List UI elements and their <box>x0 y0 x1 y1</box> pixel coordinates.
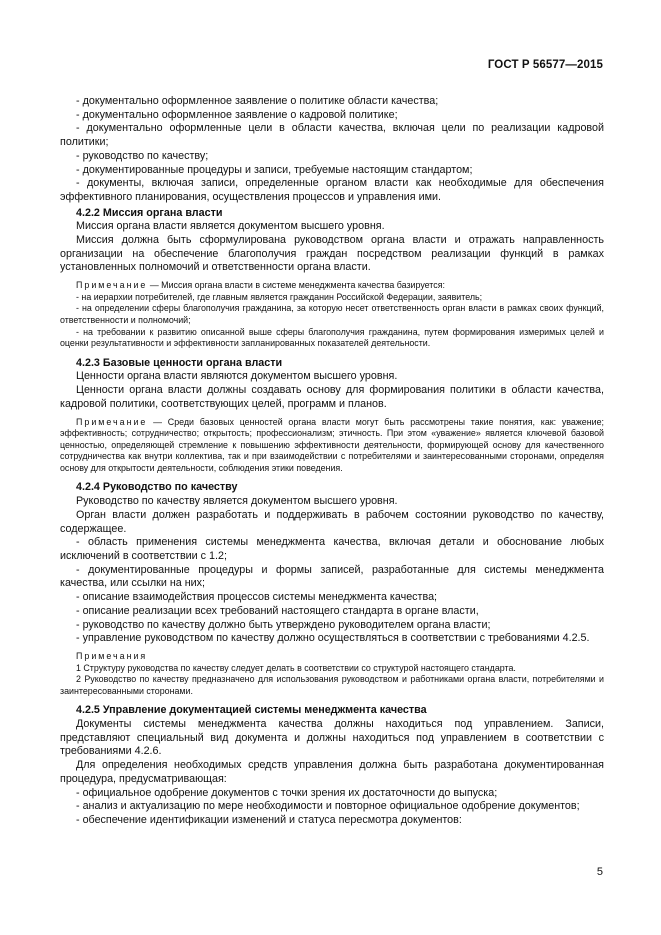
list-item: - обеспечение идентификации изменений и статуса пересмотра документов: <box>76 813 462 826</box>
list-item: - руководство по качеству должно быть утверждено руководителем органа власти; <box>76 618 491 631</box>
section-heading-4-2-3: 4.2.3 Базовые ценности органа власти <box>76 356 283 369</box>
list-item: - описание взаимодействия процессов системы менеджмента качества; <box>76 591 438 604</box>
list-item: - официальное одобрение документов с точки зрения их достаточности до выпуска; <box>76 786 498 799</box>
note <box>60 280 604 292</box>
list-item: - описание реализации всех требований настоящего стандарта в органе власти, <box>76 604 479 617</box>
list-item: - управление руководством по качеству должно осуществляться в соответствии с требованиями 4.2.5. <box>76 632 590 645</box>
page-content <box>60 95 604 828</box>
list-item: - руководство по качеству; <box>76 149 209 162</box>
list-item: - документально оформленное заявление о политике области качества; <box>76 95 439 107</box>
paragraph: Миссия должна быть сформулирована руководством органа власти и отражать направленность организации на обеспечение благополучия граждан посредством реализации функций в рамках установленных полномочий и ответственности органа власти. <box>60 234 604 274</box>
list-item: - анализ и актуализацию по мере необходимости и повторное официальное одобрение документов; <box>76 800 580 813</box>
note-label: Примечание <box>76 416 148 427</box>
note-label: Примечание <box>76 280 148 291</box>
section-heading-4-2-5: 4.2.5 Управление документацией системы менеджмента качества <box>76 704 427 717</box>
paragraph: Ценности органа власти являются документом высшего уровня. <box>76 370 398 383</box>
document-code: ГОСТ Р 56577—2015 <box>487 59 603 71</box>
paragraph: Миссия органа власти является документом высшего уровня. <box>76 220 385 233</box>
note-item: 2 Руководство по качеству предназначено для использования руководством и работниками органа власти, потребителями и заинтересованными сторонами. <box>60 674 604 696</box>
paragraph: Орган власти должен разработать и поддерживать в рабочем состоянии руководство по качеству, содержащее. <box>60 508 604 535</box>
list-item: - документально оформленные цели в области качества, включая цели по реализации кадровой политики; <box>60 122 604 149</box>
section-heading-4-2-4: 4.2.4 Руководство по качеству <box>76 481 238 494</box>
section-heading-4-2-2: 4.2.2 Миссия органа власти <box>76 206 223 219</box>
note <box>60 417 604 475</box>
list-item: - область применения системы менеджмента качества, включая детали и обоснование любых исключений в соответствии с 1.2; <box>60 536 604 562</box>
notes-label: Примечания <box>76 650 148 661</box>
list-item: - документированные процедуры и формы записей, разработанные для системы менеджмента качества, или ссылки на них; <box>60 563 604 590</box>
note-item: 1 Структуру руководства по качеству следует делать в соответствии со структурой настоящего стандарта. <box>76 662 516 673</box>
paragraph: Для определения необходимых средств управления должна быть разработана документированная процедура, предусматривающая: <box>60 759 604 785</box>
list-item: - документы, включая записи, определенные органом власти как необходимые для обеспечения эффективного планирования, осуществления процессов и управления ими. <box>60 177 604 203</box>
note-item: - на иерархии потребителей, где главным является гражданин Российской Федерации, заявитель; <box>76 291 483 302</box>
note-item: - на определении сферы благополучия гражданина, за которую несет ответственность орган власти в рамках своих функций, ответственности и полномочий; <box>60 303 604 325</box>
note-item: - на требовании к развитию описанной выше сферы благополучия гражданина, путем формирования измеримых целей и оценки результативности и эффективности запланированных показателей деятельности. <box>60 326 604 349</box>
note-text: — Среди базовых ценностей органа власти могут быть рассмотрены такие понятия, как: уважение; эффективность; сотрудничество; открытость; профессионализм; этичность. При этом «уважение» является ключевой базовой ценностью, определяющей стремление к повышению эффективности деятельности, формирующей основу для качественного сотрудничества как внутри коллектива, так и при взаимодействии с потребителями и заинтересованными сторонами, определяя основу для открытости деятельности, соблюдения этики поведения. <box>60 416 604 473</box>
page-number: 5 <box>596 866 603 878</box>
paragraph: Ценности органа власти должны создавать основу для формирования политики в области качества, кадровой политики, соответствующих целей, программ и планов. <box>60 384 604 410</box>
paragraph: Документы системы менеджмента качества должны находиться под управлением. Записи, представляют специальный вид документа и должны находиться под управлением в соответствии с требованиями 4.2.6. <box>60 718 604 758</box>
note-text: — Миссия органа власти в системе менеджмента качества базируется: <box>147 280 445 291</box>
list-item: - документированные процедуры и записи, требуемые настоящим стандартом; <box>76 163 473 176</box>
list-item: - документально оформленное заявление о кадровой политике; <box>76 108 398 121</box>
paragraph: Руководство по качеству является документом высшего уровня. <box>76 495 398 508</box>
documentation-list <box>60 95 604 205</box>
